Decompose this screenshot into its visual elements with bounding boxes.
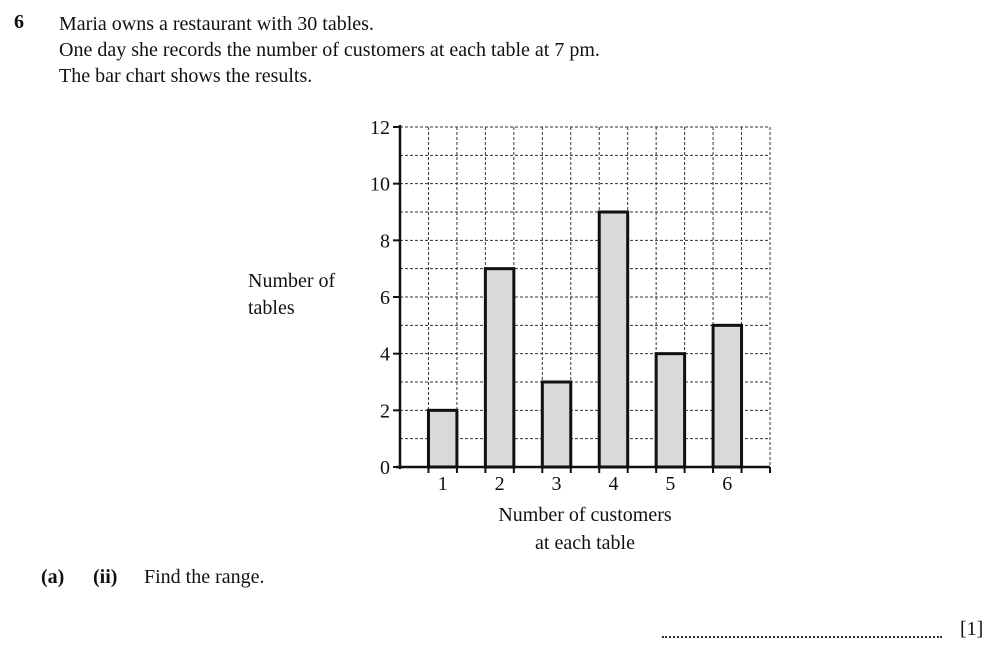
question-number: 6 (14, 11, 24, 33)
x-tick-label: 1 (437, 473, 448, 495)
x-tick-label: 5 (665, 473, 676, 495)
part-a-label: (a) (41, 566, 65, 588)
y-tick-label: 10 (370, 173, 390, 196)
chart-bar (542, 382, 570, 467)
y-tick-label: 6 (380, 287, 390, 309)
chart-bar (485, 269, 513, 467)
x-axis-label-line-2: at each table (535, 532, 635, 554)
chart-bar (428, 410, 456, 467)
intro-line-1: Maria owns a restaurant with 30 tables. (59, 13, 374, 35)
y-axis-label-line-1: Number of (248, 270, 336, 292)
x-axis-label (460, 501, 710, 557)
answer-dotted-line (662, 628, 942, 638)
chart-bar (713, 325, 741, 467)
part-prompt: Find the range. (144, 566, 265, 588)
y-tick-label: 2 (380, 400, 390, 423)
x-tick-label: 2 (494, 473, 505, 495)
x-tick-label: 3 (551, 473, 562, 495)
y-tick-label: 12 (370, 117, 390, 139)
x-tick-label: 4 (608, 473, 619, 495)
y-tick-label: 4 (380, 343, 390, 366)
x-tick-label: 6 (722, 473, 733, 495)
y-axis-label-line-2: tables (248, 297, 295, 319)
chart-bar (599, 212, 627, 467)
y-tick-label: 8 (380, 230, 390, 253)
chart-bar (656, 354, 684, 467)
x-axis-label-line-1: Number of customers (498, 504, 672, 526)
y-tick-label: 0 (380, 457, 390, 479)
chart-bars (428, 212, 741, 467)
intro-line-3: The bar chart shows the results. (59, 65, 313, 87)
intro-line-2: One day she records the number of customers at each table at 7 pm. (59, 39, 600, 61)
part-ii-label: (ii) (93, 566, 118, 588)
marks-label: [1] (960, 618, 984, 640)
